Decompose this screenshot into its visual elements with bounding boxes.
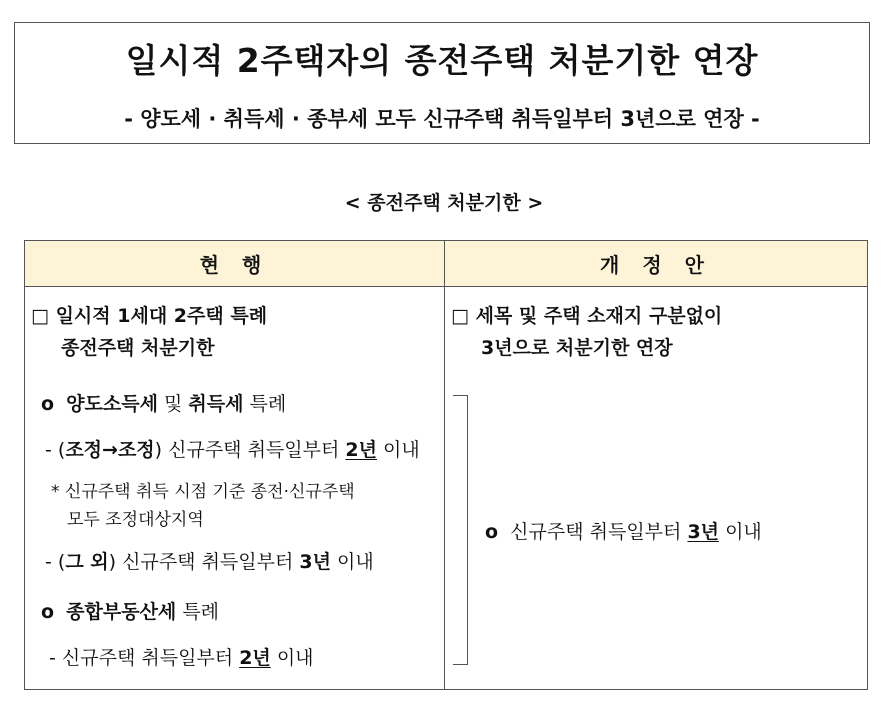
bracket-connector xyxy=(453,395,468,665)
current-heading-line2: 종전주택 처분기한 xyxy=(61,337,215,359)
title-box xyxy=(14,22,870,144)
period-2-years: 2년 xyxy=(239,647,271,669)
checkbox-bullet-icon: □ xyxy=(31,305,49,327)
table-body-row xyxy=(25,287,868,690)
current-column xyxy=(25,287,445,690)
group-comprehensive-real-estate-tax: o 종합부동산세 특례 xyxy=(41,601,220,623)
note-line2: 모두 조정대상지역 xyxy=(67,510,204,530)
item-adjusted-area: - (조정→조정) 신규주택 취득일부터 2년 이내 xyxy=(45,439,420,461)
current-heading-line1: □ 일시적 1세대 2주택 특례 xyxy=(31,305,268,327)
document-title: 일시적 2주택자의 종전주택 처분기한 연장 xyxy=(125,41,759,80)
circle-bullet-icon: o xyxy=(41,601,55,623)
table-header-row xyxy=(25,241,868,287)
proposed-heading-line2: 3년으로 처분기한 연장 xyxy=(481,337,673,359)
proposed-column xyxy=(445,287,868,690)
group-capital-gains-acquisition: o 양도소득세 및 취득세 특례 xyxy=(41,393,287,415)
note-line1: * 신규주택 취득 시점 기준 종전·신규주택 xyxy=(51,482,355,502)
proposed-item: o 신규주택 취득일부터 3년 이내 xyxy=(485,521,762,543)
table-caption: < 종전주택 처분기한 > xyxy=(344,192,544,214)
period-3-years: 3년 xyxy=(687,521,720,543)
checkbox-bullet-icon: □ xyxy=(451,305,469,327)
proposed-heading-line1: □ 세목 및 주택 소재지 구분없이 xyxy=(451,305,723,327)
document-subtitle: - 양도세 · 취득세 · 종부세 모두 신규주택 취득일부터 3년으로 연장 - xyxy=(124,107,760,131)
item-comprehensive-tax: - 신규주택 취득일부터 2년 이내 xyxy=(49,647,314,669)
header-current: 현 행 xyxy=(25,241,445,287)
circle-bullet-icon: o xyxy=(485,521,499,543)
comparison-table xyxy=(24,240,868,690)
circle-bullet-icon: o xyxy=(41,393,55,415)
period-3-years: 3년 xyxy=(299,551,331,573)
header-proposed: 개 정 안 xyxy=(445,241,868,287)
item-other-area: - (그 외) 신규주택 취득일부터 3년 이내 xyxy=(45,551,374,573)
asterisk-mark: * xyxy=(51,482,60,502)
period-2-years: 2년 xyxy=(345,439,377,461)
